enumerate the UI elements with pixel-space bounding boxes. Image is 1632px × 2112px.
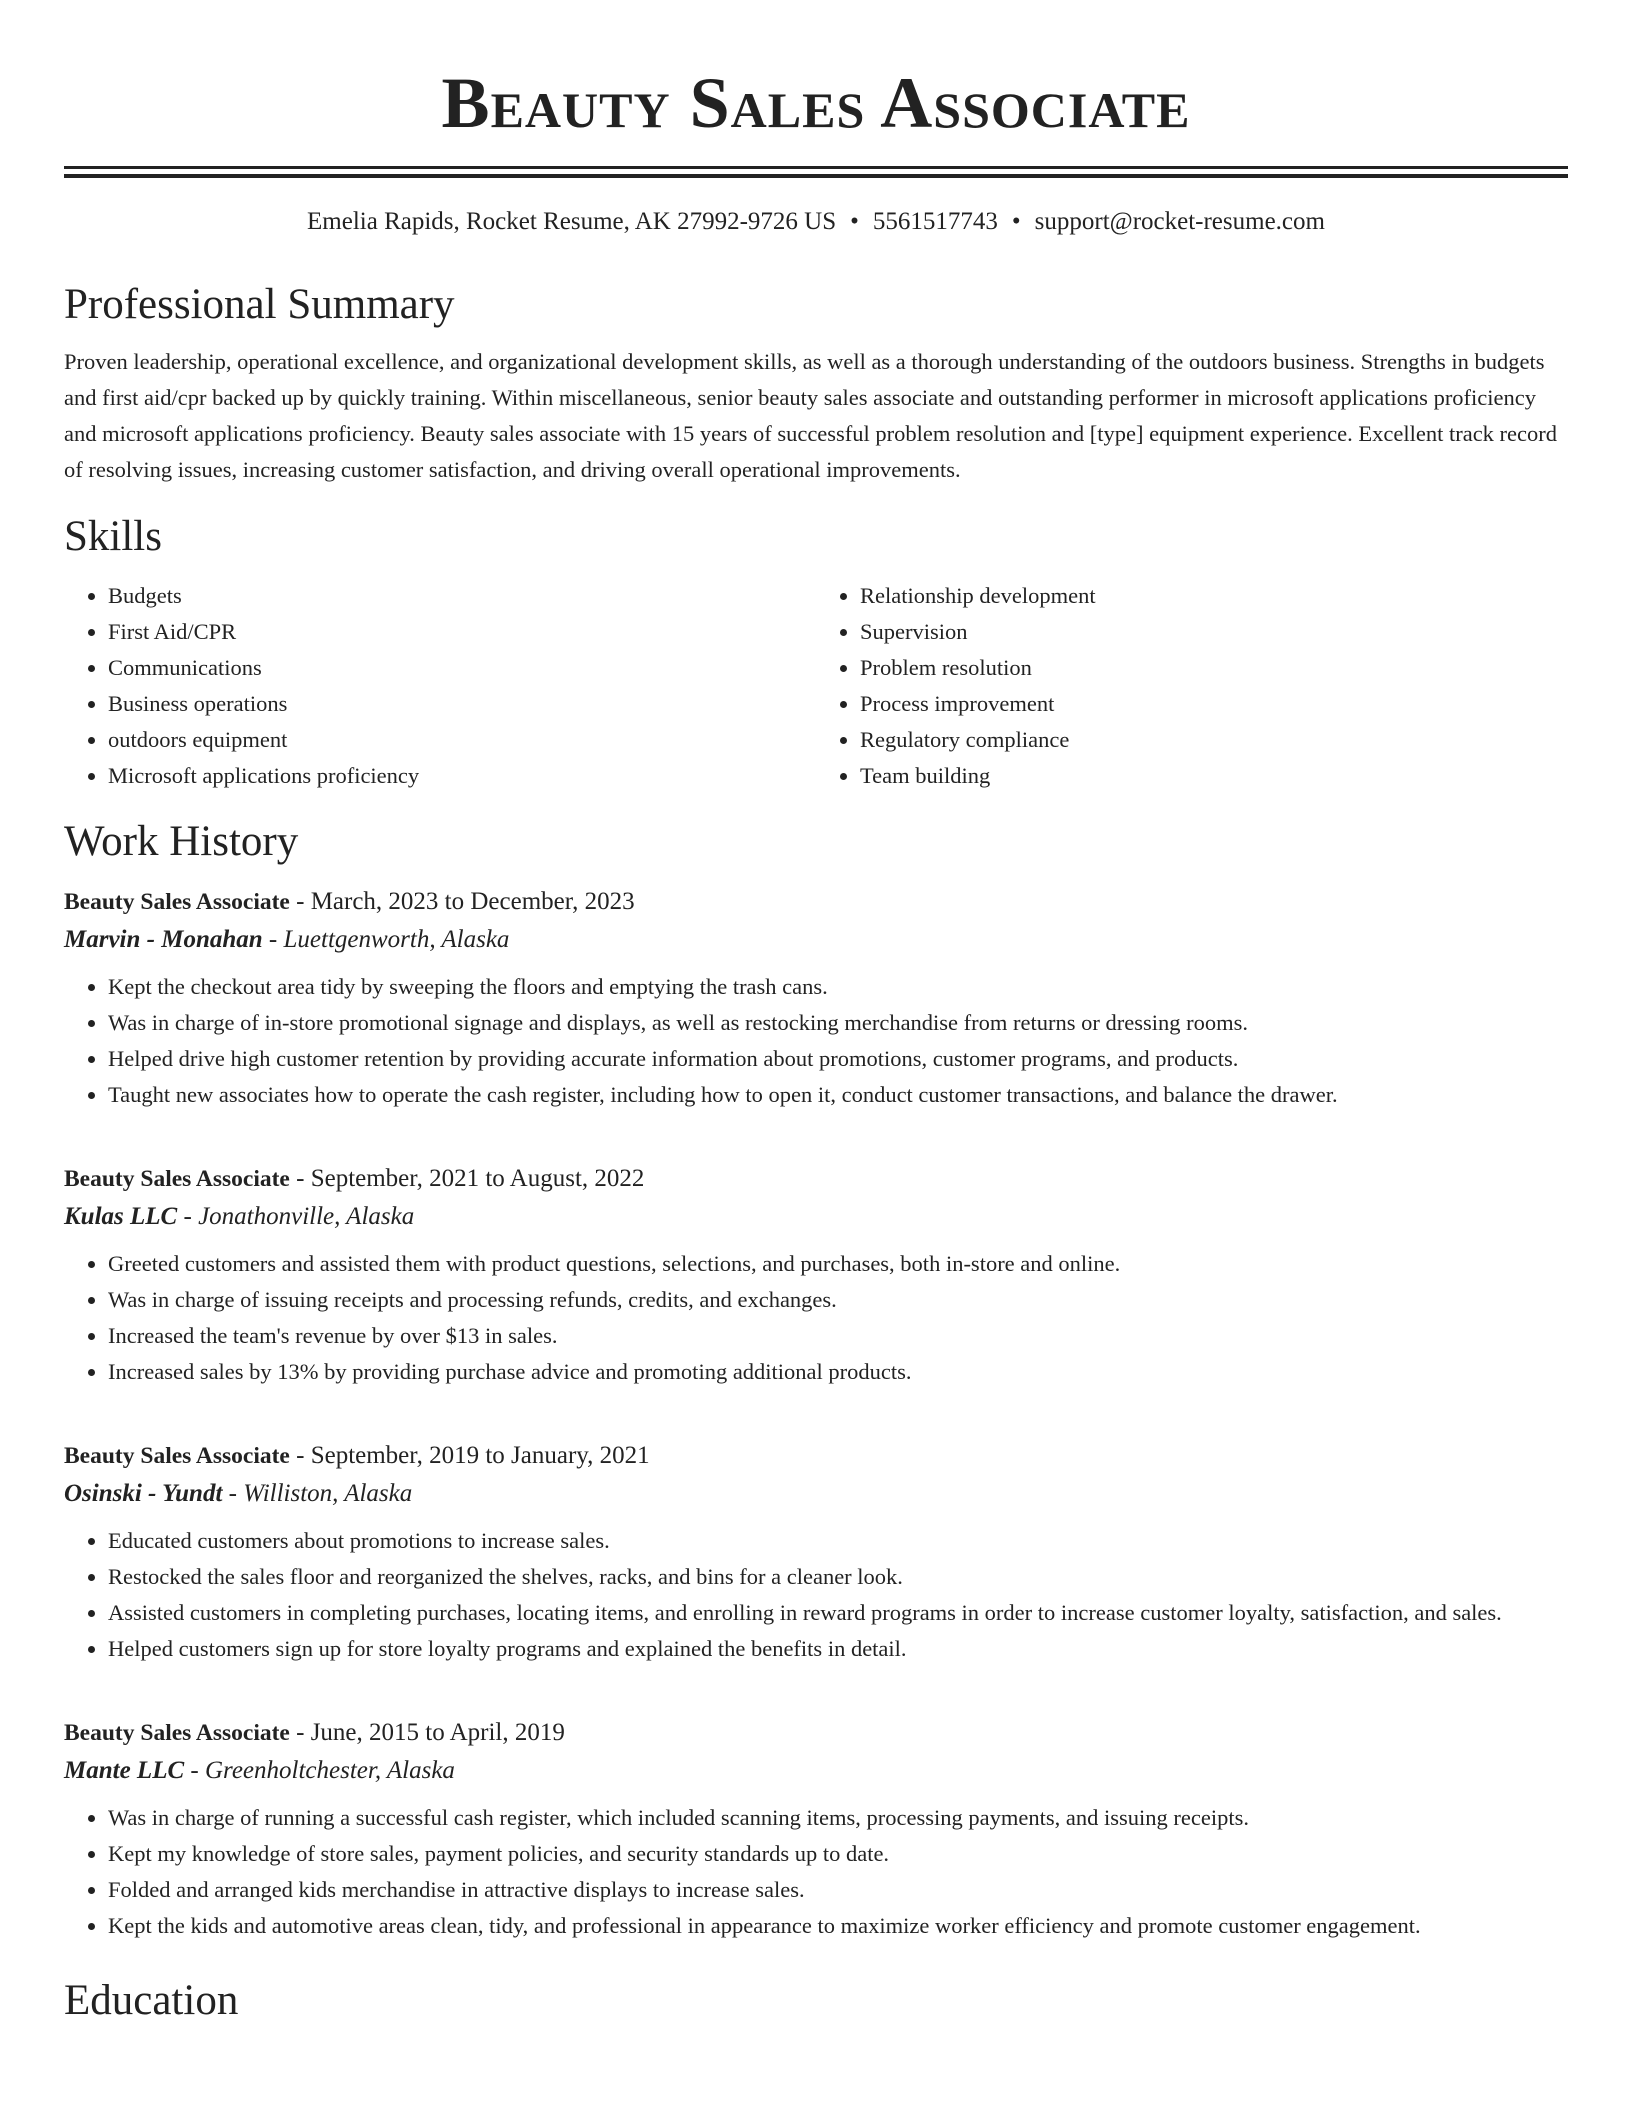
job-entry <box>64 1714 1568 1944</box>
skills-list <box>64 578 1568 794</box>
company-name: Osinski - Yundt <box>64 1480 223 1507</box>
job-duty: • Taught new associates how to operate the cash register, including how to open it, conduct customer transactions, and balance the drawer. <box>108 1077 1568 1113</box>
job-dates: June, 2015 to April, 2019 <box>310 1719 565 1746</box>
summary-heading: Professional Summary <box>64 281 455 328</box>
company-name: Kulas LLC <box>64 1203 178 1230</box>
job-duties <box>64 1523 1568 1667</box>
company-name: Marvin - Monahan <box>64 926 263 953</box>
resume-title: Beauty Sales Associate <box>441 63 1191 143</box>
skill-item: • Microsoft applications proficiency <box>108 758 816 794</box>
skill-item: • Business operations <box>108 686 816 722</box>
job-duty: • Folded and arranged kids merchandise in attractive displays to increase sales. <box>108 1872 1568 1908</box>
skills-column-left <box>64 578 816 794</box>
job-employer: Osinski - Yundt - Williston, Alaska <box>64 1480 413 1507</box>
job-duties <box>64 1246 1568 1390</box>
skills-column-right <box>816 578 1568 794</box>
contact-separator: • <box>850 208 859 235</box>
job-employer: Marvin - Monahan - Luettgenworth, Alaska <box>64 926 510 953</box>
job-duty: • Kept the checkout area tidy by sweeping the floors and emptying the trash cans. <box>108 969 1568 1005</box>
job-title: Beauty Sales Associate <box>64 889 290 915</box>
work-history-heading: Work History <box>64 818 299 865</box>
job-dates: September, 2019 to January, 2021 <box>310 1442 650 1469</box>
skill-item: • Team building <box>860 758 1568 794</box>
job-dates: September, 2021 to August, 2022 <box>310 1165 645 1192</box>
skill-item: • Budgets <box>108 578 816 614</box>
job-duty: • Increased sales by 13% by providing purchase advice and promoting additional products. <box>108 1354 1568 1390</box>
skill-item: • outdoors equipment <box>108 722 816 758</box>
company-location: Greenholtchester, Alaska <box>204 1757 455 1784</box>
job-entry <box>64 1437 1568 1667</box>
job-duty: • Was in charge of in-store promotional signage and displays, as well as restocking merchandise from returns or dressing rooms. <box>108 1005 1568 1041</box>
job-duty: • Increased the team's revenue by over $13 in sales. <box>108 1318 1568 1354</box>
job-duty: • Helped customers sign up for store loyalty programs and explained the benefits in detail. <box>108 1631 1568 1667</box>
skill-item: • First Aid/CPR <box>108 614 816 650</box>
skill-item: • Supervision <box>860 614 1568 650</box>
skill-item: • Communications <box>108 650 816 686</box>
contact-info <box>64 206 1568 238</box>
job-duty: • Helped drive high customer retention by providing accurate information about promotions, customer programs, and products. <box>108 1041 1568 1077</box>
company-location: Luettgenworth, Alaska <box>283 926 510 953</box>
job-duty: • Was in charge of running a successful cash register, which included scanning items, processing payments, and issuing receipts. <box>108 1800 1568 1836</box>
job-title: Beauty Sales Associate <box>64 1720 290 1746</box>
skill-item: • Regulatory compliance <box>860 722 1568 758</box>
job-header: Beauty Sales Associate - September, 2021 to August, 2022 <box>64 1165 645 1192</box>
job-employer: Kulas LLC - Jonathonville, Alaska <box>64 1203 415 1230</box>
job-header: Beauty Sales Associate - September, 2019 to January, 2021 <box>64 1442 650 1469</box>
summary-text: Proven leadership, operational excellence, and organizational development skills, as well as a thorough understanding of the outdoors business. Strengths in budgets and first aid/cpr backed up by quickly training. Within miscellaneous, senior beauty sales associate and outstanding performer in microsoft applications proficiency and microsoft applications proficiency. Beauty sales associate with 15 years of successful problem resolution and [type] equipment experience. Excellent track record of resolving issues, increasing customer satisfaction, and driving overall operational improvements. <box>64 349 1558 482</box>
contact-separator: • <box>1011 208 1021 235</box>
job-duty: • Greeted customers and assisted them with product questions, selections, and purchases, both in-store and online. <box>108 1246 1568 1282</box>
job-duty: • Was in charge of issuing receipts and processing refunds, credits, and exchanges. <box>108 1282 1568 1318</box>
job-entry <box>64 883 1568 1113</box>
skills-heading: Skills <box>64 513 162 560</box>
job-duty: • Educated customers about promotions to increase sales. <box>108 1523 1568 1559</box>
skill-item: • Problem resolution <box>860 650 1568 686</box>
contact-phone: 5561517743 <box>872 208 998 235</box>
job-duties <box>64 1800 1568 1944</box>
company-name: Mante LLC <box>64 1757 185 1784</box>
company-location: Williston, Alaska <box>243 1480 413 1507</box>
job-entry <box>64 1160 1568 1390</box>
job-duty: • Kept my knowledge of store sales, payment policies, and security standards up to date. <box>108 1836 1568 1872</box>
job-header: Beauty Sales Associate - June, 2015 to April, 2019 <box>64 1719 565 1746</box>
contact-email: support@rocket-resume.com <box>1034 208 1325 235</box>
job-duty: • Kept the kids and automotive areas clean, tidy, and professional in appearance to maximize worker efficiency and promote customer engagement. <box>108 1908 1568 1944</box>
education-heading: Education <box>64 1977 239 2024</box>
contact-address: Emelia Rapids, Rocket Resume, AK 27992-9726 US <box>307 208 837 235</box>
skill-item: • Relationship development <box>860 578 1568 614</box>
resume-page <box>64 0 1568 2028</box>
skill-item: • Process improvement <box>860 686 1568 722</box>
company-location: Jonathonville, Alaska <box>198 1203 415 1230</box>
job-duty: • Assisted customers in completing purchases, locating items, and enrolling in reward programs in order to increase customer loyalty, satisfaction, and sales. <box>108 1595 1568 1631</box>
job-employer: Mante LLC - Greenholtchester, Alaska <box>64 1757 455 1784</box>
job-title: Beauty Sales Associate <box>64 1443 290 1469</box>
job-header: Beauty Sales Associate - March, 2023 to December, 2023 <box>64 888 635 915</box>
job-duties <box>64 969 1568 1113</box>
job-dates: March, 2023 to December, 2023 <box>310 888 635 915</box>
title-divider <box>64 166 1568 169</box>
job-duty: • Restocked the sales floor and reorganized the shelves, racks, and bins for a cleaner look. <box>108 1559 1568 1595</box>
job-title: Beauty Sales Associate <box>64 1166 290 1192</box>
